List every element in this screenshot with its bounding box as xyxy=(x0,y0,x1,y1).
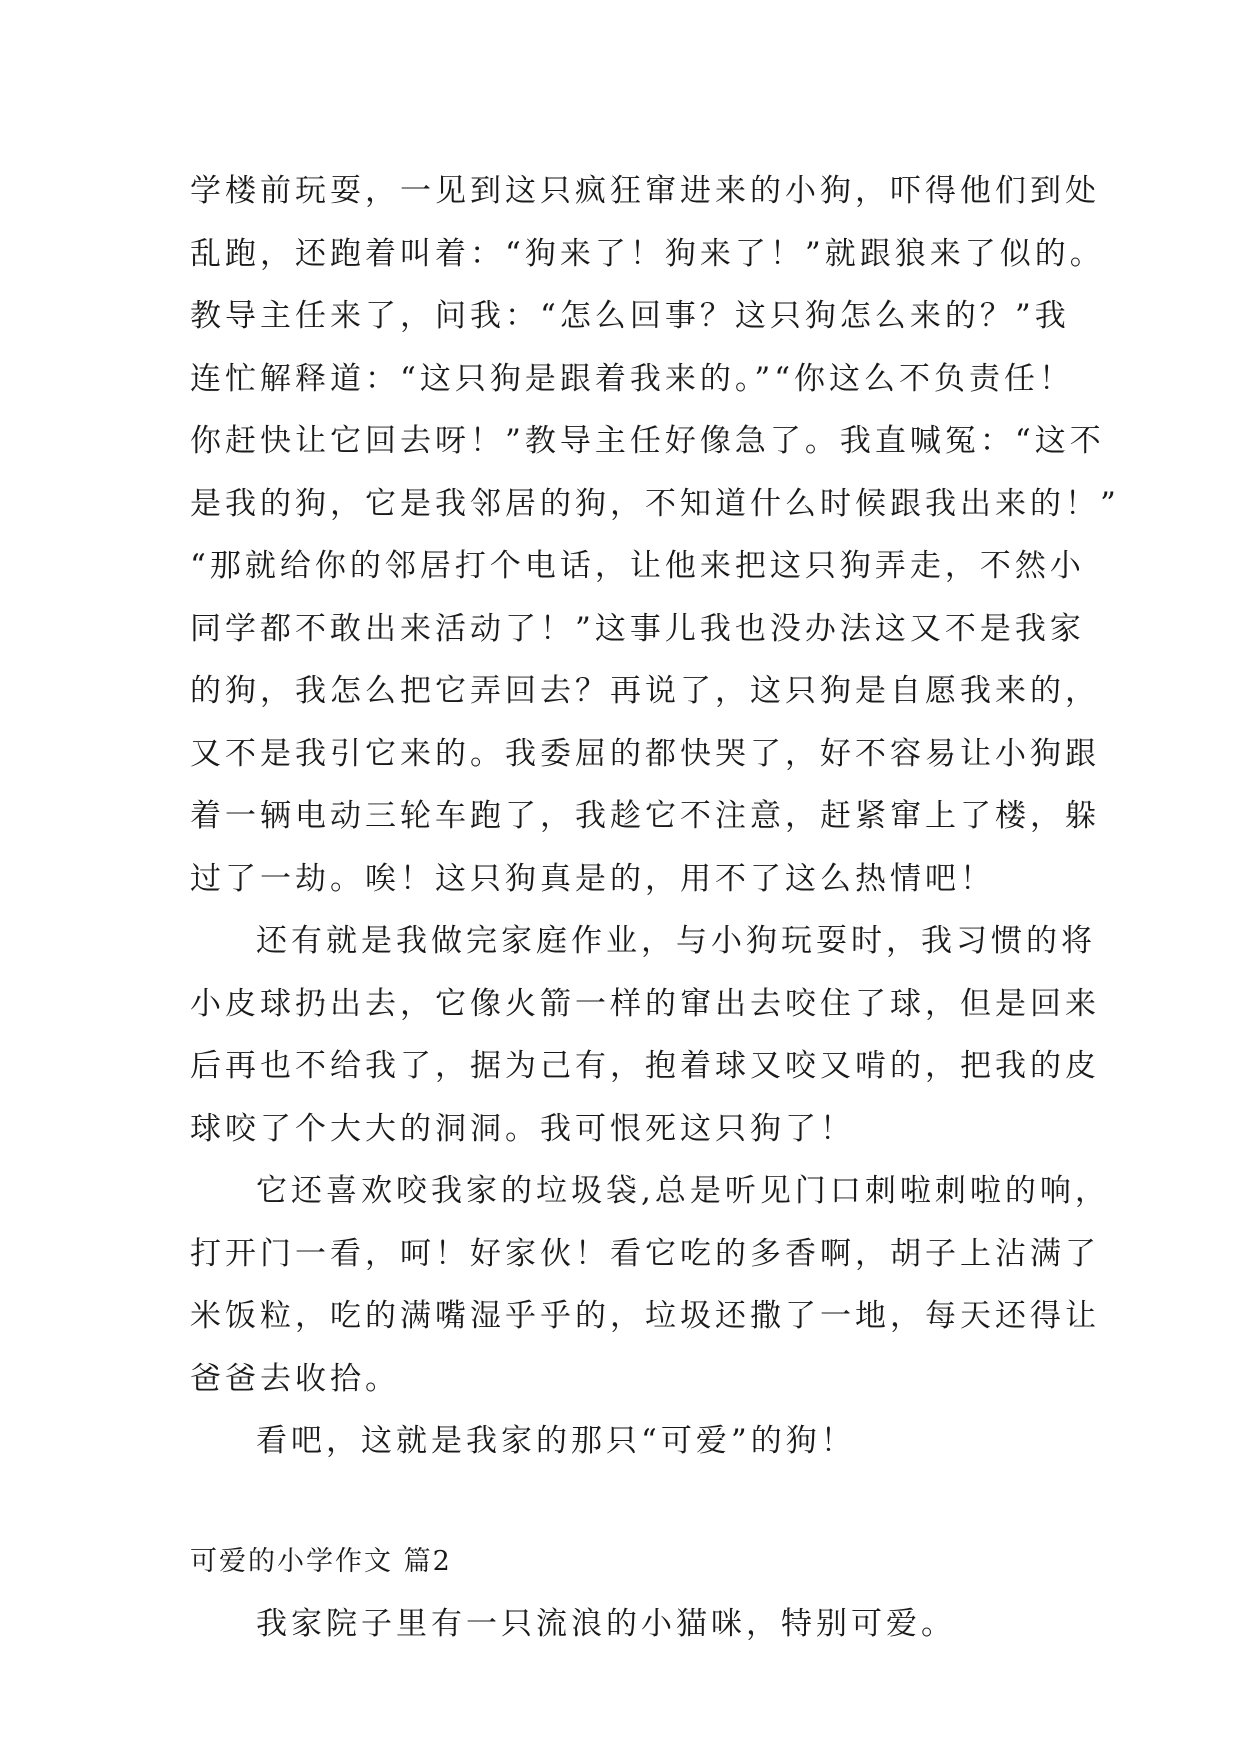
text-line: 小皮球扔出去，它像火箭一样的窜出去咬住了球，但是回来 xyxy=(190,985,1100,1022)
text-line: 的狗，我怎么把它弄回去？再说了，这只狗是自愿我来的， xyxy=(190,673,1100,709)
text-line: 球咬了个大大的洞洞。我可恨死这只狗了！ xyxy=(190,1110,855,1147)
section-spacer xyxy=(190,1473,1090,1531)
text-line: “那就给你的邻居打个电话，让他来把这只狗弄走，不然小 xyxy=(190,548,1085,584)
paragraph-dog-at-school xyxy=(190,160,1120,910)
section-heading: 可爱的小学作文 篇2 xyxy=(190,1545,452,1577)
paragraph-cat-intro xyxy=(190,1593,1090,1656)
text-line: 同学都不敢出来活动了！”这事儿我也没办法这又不是我家 xyxy=(190,610,1085,647)
text-line: 爸爸去收拾。 xyxy=(190,1360,400,1397)
text-line: 看吧，这就是我家的那只“可爱”的狗！ xyxy=(256,1423,856,1459)
text-line: 后再也不给我了，据为己有，抱着球又咬又啃的，把我的皮 xyxy=(190,1048,1100,1084)
text-line: 你赶快让它回去呀！”教导主任好像急了。我直喊冤：“这不 xyxy=(190,423,1105,459)
text-line: 着一辆电动三轮车跑了，我趁它不注意，赶紧窜上了楼，躲 xyxy=(190,798,1100,834)
text-line: 教导主任来了，问我：“怎么回事？这只狗怎么来的？”我 xyxy=(190,298,1070,334)
text-line: 又不是我引它来的。我委屈的都快哭了，好不容易让小狗跟 xyxy=(190,735,1100,772)
text-line: 它还喜欢咬我家的垃圾袋,总是听见门口刺啦刺啦的响， xyxy=(256,1173,1110,1209)
text-line: 米饭粒，吃的满嘴湿乎乎的，垃圾还撒了一地，每天还得让 xyxy=(190,1298,1100,1334)
paragraph-ball-game xyxy=(190,910,1100,1160)
text-line: 打开门一看，呵！好家伙！看它吃的多香啊，胡子上沾满了 xyxy=(190,1235,1100,1272)
text-line: 我家院子里有一只流浪的小猫咪，特别可爱。 xyxy=(256,1606,956,1642)
text-line: 学楼前玩耍，一见到这只疯狂窜进来的小狗，吓得他们到处 xyxy=(190,173,1100,209)
text-line: 过了一劫。唉！这只狗真是的，用不了这么热情吧！ xyxy=(190,860,995,897)
text-line: 乱跑，还跑着叫着：“狗来了！狗来了！”就跟狼来了似的。 xyxy=(190,235,1105,272)
text-line: 还有就是我做完家庭作业，与小狗玩耍时，我习惯的将 xyxy=(256,923,1096,959)
paragraph-conclusion xyxy=(190,1410,1090,1473)
text-line: 连忙解释道：“这只狗是跟着我来的。”“你这么不负责任！ xyxy=(190,360,1075,397)
text-line: 是我的狗，它是我邻居的狗，不知道什么时候跟我出来的！” xyxy=(190,485,1120,522)
essay-body xyxy=(190,160,1120,1656)
paragraph-garbage-bag xyxy=(190,1160,1110,1410)
